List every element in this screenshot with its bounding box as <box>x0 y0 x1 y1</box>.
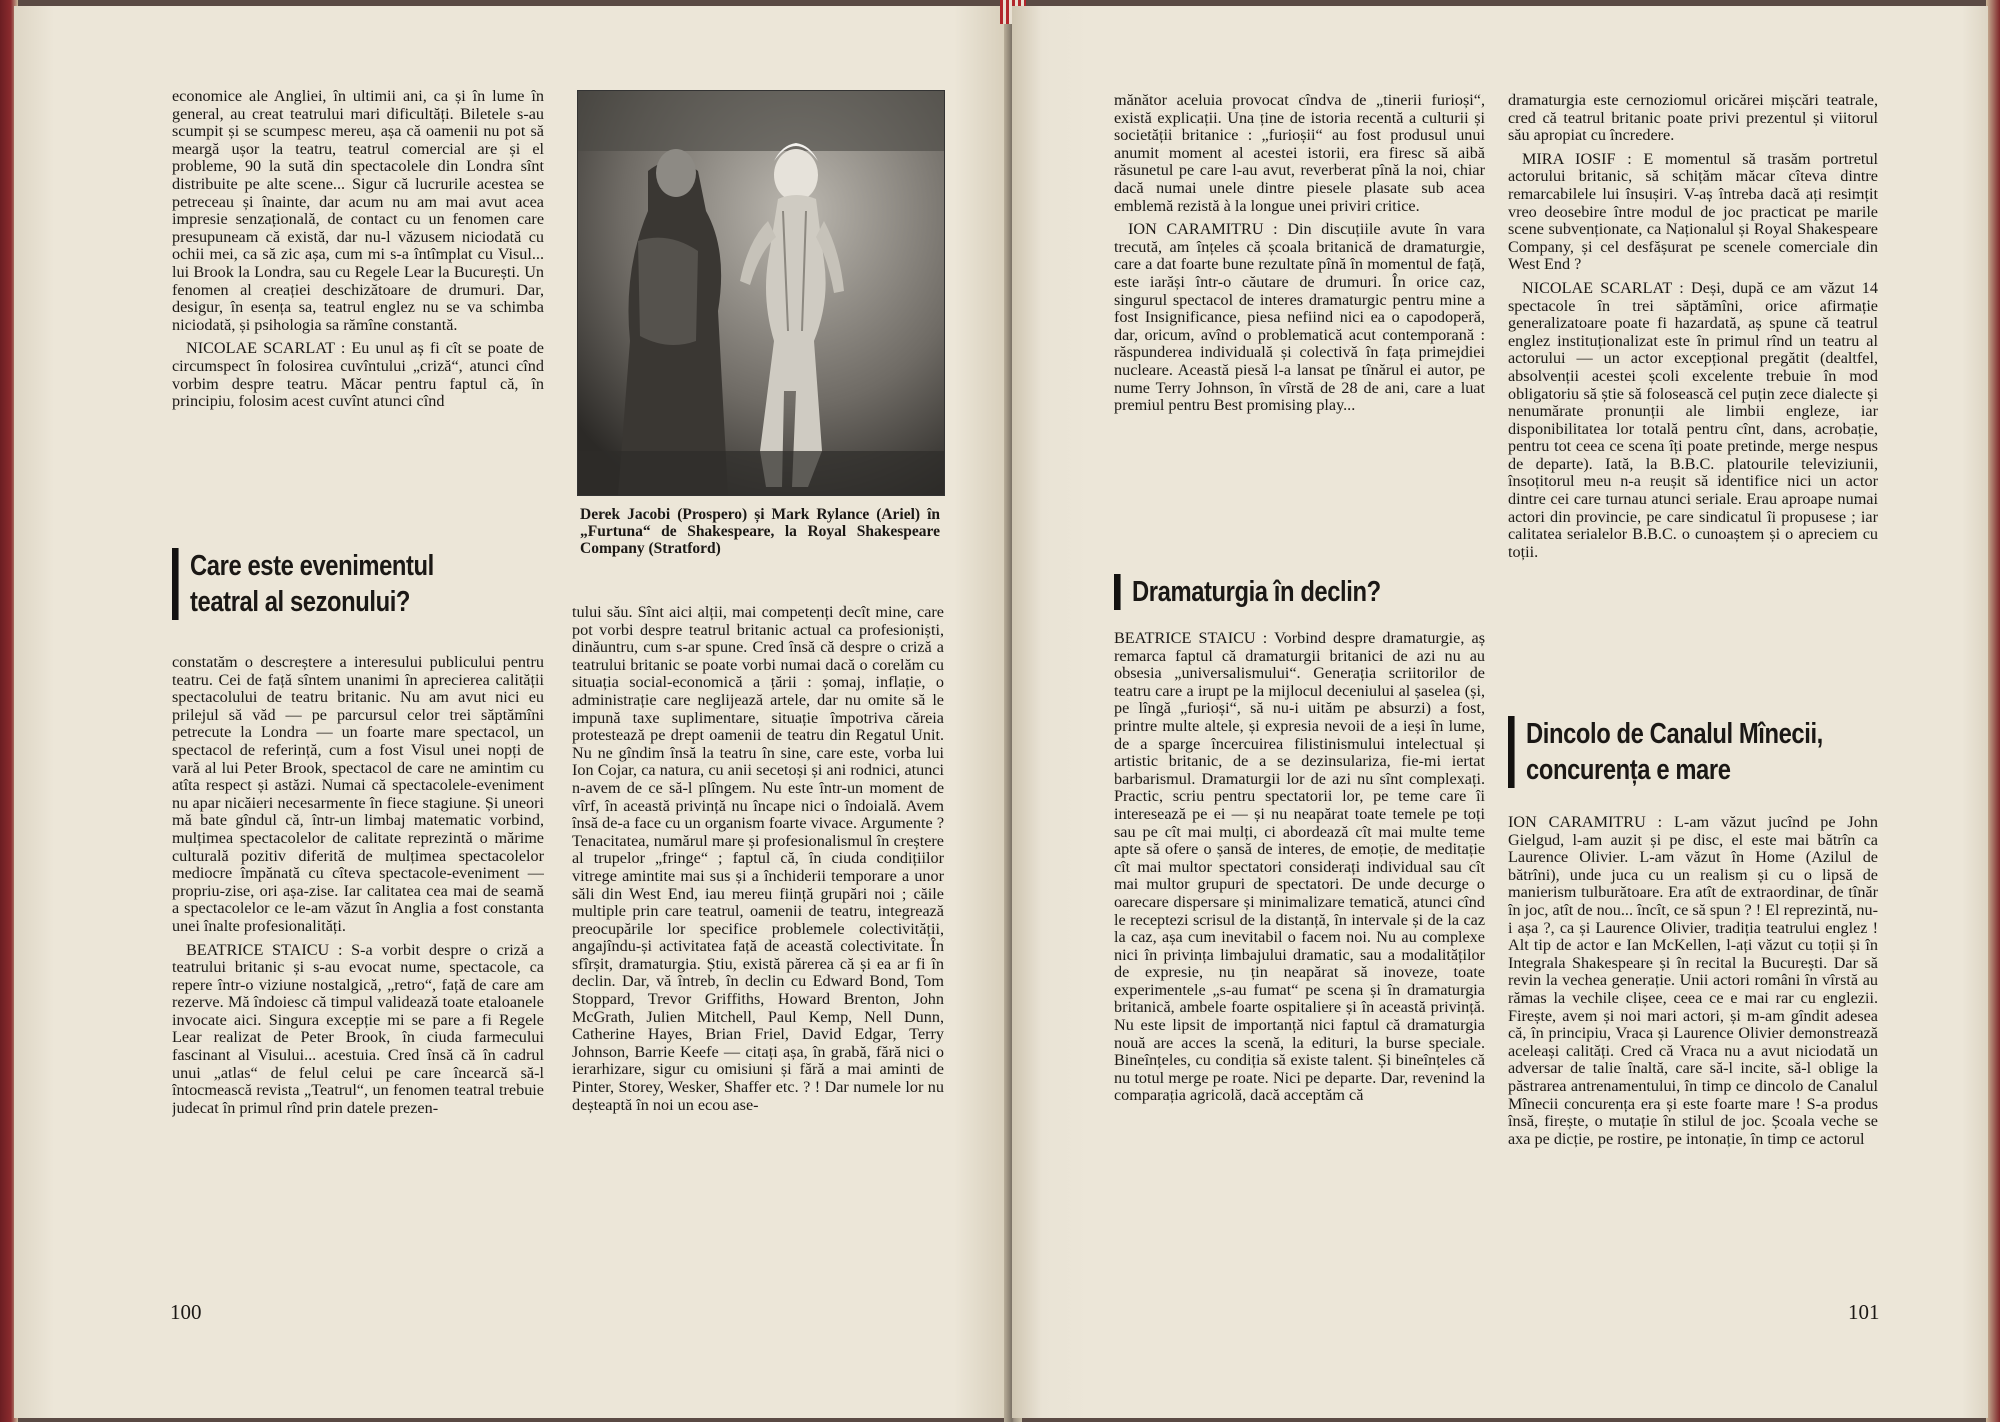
paragraph: ION CARAMITRU : L-am văzut jucînd pe John Gielgud, l-am auzit și pe disc, el este mai bătrîn ca Laurence Olivier. L-am văzut în Home (Azilul de bătrîni), unde juca cu un realism și cu o lipsă de manierism tulburătoare. Era atît de extraordinar, de tînăr în joc, atît de nou... încît, ce să spun ? ! El reprezintă, nu-i așa ?, ca și Laurence Olivier, tradiția teatrului englez ! Alt tip de actor e Ian McKellen, l-ați văzut cu toții și în Integrala Shakespeare și în recital la București. Dar să revin la vechea generație. Unii actori români în vîrstă au rămas la vechile clișee, ceea ce e mai rar cu englezii. Firește, avem și noi mari actori, și m-am gîndit adesea că, în principiu, Vraca și Laurence Olivier demonstrează aceleași calități. Cred că Vraca nu a avut niciodată un adversar de talie înaltă, care să-l incite, să-l oblige la păstrarea antrenamentului, în timp ce dincolo de Canalul Mînecii concurența era și este foarte mare ! S-a produs însă, firește, o mutație în stilul de joc. Școala veche se axa pe dicție, pe rostire, pe intonație, în timp ce actorul <box>1508 814 1878 1148</box>
production-photo <box>577 90 945 496</box>
paragraph: ION CARAMITRU : Din discuțiile avute în vara trecută, am înțeles că școala britanică de dramaturgie, care a dat foarte bune rezultate pînă în momentul de față, este iarăși într-o căutare de drumuri. În orice caz, singurul spectacol de interes dramaturgic pentru mine a fost Insignificance, piesa nefiind nici ea o capodoperă, dar, oricum, avînd o problematică acut contemporană : răspunderea individuală și colectivă în fața primejdiei nucleare. Această piesă l-a lansat pe tînărul ei autor, pe nume Terry Johnson, în vîrstă de 28 de ani, care a luat premiul pentru Best promising play... <box>1114 220 1485 415</box>
paragraph: economice ale Angliei, în ultimii ani, ca și în lume în general, au creat teatrului mari dificultăți. Biletele s-au scumpit și se scumpesc mereu, așa că oamenii nu pot să meargă ușor la teatru, teatrul comercial are și el probleme, 90 la sută din spectacolele din Londra sînt distribuite pe alte scene... Sigur că lucrurile acestea se petreceau și înainte, dar acum nu am mai avut acea impresie senzațională, de contact cu un fenomen care presupuneam că există, dar nu-l văzusem niciodată cu ochii mei, ca să zic așa, cum mi s-a întîmplat cu Visul... lui Brook la Londra, sau cu Regele Lear la București. Un fenomen al creației deschizătoare de drumuri. Dar, desigur, în esența sa, teatrul englez nu se va schimba niciodată, și psihologia sa rămîne constantă. <box>172 88 544 334</box>
section-heading-dramaturgy <box>1114 574 1381 610</box>
heading-line: Dramaturgia în declin? <box>1132 576 1381 608</box>
paragraph: NICOLAE SCARLAT : Eu unul aș fi cît se poate de circumspect în folosirea cuvîntului „criză“, atunci cînd vorbim despre teatru. Măcar pentru faptul că, în principiu, folosim acest cuvînt atunci cînd <box>172 339 544 411</box>
heading-line: Dincolo de Canalul Mînecii, <box>1526 718 1823 750</box>
paragraph: mănător aceluia provocat cîndva de „tinerii furioși“, există explicații. Una ține de istoria recentă a culturii și societății britanice : „furioșii“ au fost produsul unui anumit moment al acestei istorii, era firesc să aibă răsunetul pe care l-au avut, reverberat pînă la noi, chiar dacă numai unele dintre piesele plasate sub acea emblemă rezistă à la longue unei priviri critice. <box>1114 92 1485 215</box>
paragraph: constatăm o descreștere a interesului publicului pentru teatru. Cei de față sîntem unanimi în aprecierea calității spectacolului de teatru britanic. Nu am avut nici eu prilejul să văd — pe parcursul celor trei săptămîni petrecute la Londra — un foarte mare spectacol, un spectacol de referință, cum a fost Visul unei nopți de vară al lui Peter Brook, spectacol de care ne amintim cu atîta respect și astăzi. Numai că spectacolele-eveniment nu apar nicăieri necesarmente în fiece stagiune. Și uneori mă bate gîndul că, într-un limbaj matematic vorbind, mulțimea spectacolelor de calitate reprezintă o mărime culturală pozitiv diferită de mulțimea spectacolelor mediocre împănată cu cîteva spectacole-eveniment — propriu-zise, ori așa-zise. Iar calitatea cea mai de seamă a spectacolelor ce le-am văzut în Anglia a fost constanta unei înalte profesionalități. <box>172 654 544 935</box>
paragraph: BEATRICE STAICU : Vorbind despre dramaturgie, aș remarca faptul că dramaturgii britanici de azi nu au obsesia „universalismului“. Generația scriitorilor de teatru care a irupt pe la mijlocul deceniului al șaselea (și, pe lîngă „furioși“, să nu-i uităm pe absurzi) a fost, printre multe altele, și expresia nevoii de a ieși în lume, de a sparge încercuirea filistinismului intelectual și artistic britanic, de a se dezinsulariza, fie-mi iertat barbarismul. Dramaturgii lor de azi nu sînt complexați. Practic, scriu pentru spectatorii lor, pe teme care îi interesează pe ei — și nu neapărat toate temele pe toți sau pe cît mai mulți, ci abordează cît mai multe teme apte să ofere o șansă de interes, de emoție, de meditație cît mai multor spectatori considerați individual sau cît mai multor grupuri de spectatori. De unde decurge o oarecare dispersare și minimalizare tematică, atunci cînd le receptezi scrisul de la distanță, în intervale și de la caz la caz, așa cum inevitabil o facem noi. Nu au complexe nici în privința limbajului dramatic, sau a modalităților de expresie, nu țin neapărat să inoveze, toate experimentele „s-au fumat“ pe scena și în dramaturgia britanică, ambele foarte ospitaliere și în această privință. Nu este lipsit de importanță nici faptul că dramaturgia nouă are acces la scenă, la edituri, la burse speciale. Bineînțeles, cu condiția să existe talent. Și bineînțeles că nu totul merge pe roate. Nici pe departe. Dar, revenind la comparația agricolă, dacă acceptăm că <box>1114 630 1485 1105</box>
section-heading-event <box>172 548 434 620</box>
paragraph: MIRA IOSIF : E momentul să trasăm portretul actorului britanic, să schițăm măcar cîteva dintre remarcabilele lui însușiri. V-aș întreba dacă ați resimțit vreo deosebire între modul de joc practicat pe marile scene subvenționate, ca Naționalul și Royal Shakespeare Company, și cel desfășurat pe scenele comerciale din West End ? <box>1508 149 1878 274</box>
paragraph: BEATRICE STAICU : S-a vorbit despre o criză a teatrului britanic și s-au evocat nume, spectacole, ca repere într-o viziune nostalgică, „retro“, față de care am rezerve. Mă îndoiesc că timpul validează toate etaloanele invocate aici. Singura excepție mi se pare a fi Regele Lear realizat de Peter Brook, în ciuda farmecului fascinant al Visului... acestuia. Cred însă că în cadrul unui „atlas“ de felul celui pe care încearcă să-l întocmească revista „Teatrul“, un fenomen teatral trebuie judecat în primul rînd prin datele prezen- <box>172 940 544 1117</box>
photo-caption: Derek Jacobi (Prospero) și Mark Rylance (Ariel) în „Furtuna“ de Shakespeare, la Royal Shakespeare Company (Stratford) <box>580 506 940 557</box>
paragraph: NICOLAE SCARLAT : Deși, după ce am văzut 14 spectacole în trei săptămîni, orice afirmație generalizatoare poate fi hazardată, aș spune că teatrul englez instituționalizat este în primul rînd un teatru al actorului — un actor excepțional pregătit (dealtfel, absolvenții acestei școli excelente trebuie în mod obligatoriu să știe să folosească cel puțin zece dialecte și nenumărate pronunții ale limbii engleze, iar disponibilitatea lor totală pentru cînt, dans, acrobație, pentru tot ceea ce scena îți poate pretinde, merge nespus de departe). Iată, la B.B.C. platourile televiziunii, însoțitorul meu n-a reușit să identifice nici un actor dintre cei care turnau atunci seriale. Erau aproape numai actori din provincie, pe care sindicatul îi propusese ; iar calitatea serialelor B.B.C. o cunoaștem și o apreciem cu toții. <box>1508 278 1878 561</box>
right-col2-bottom <box>1508 814 1878 1302</box>
right-col1-bottom <box>1114 630 1485 1302</box>
photo-image <box>578 91 944 495</box>
paragraph: tului său. Sînt aici alții, mai competenți decît mine, care pot vorbi despre teatrul britanic actual ca profesioniști, dinăuntru, cum s-ar spune. Cred însă că despre o criză a teatrului britanic se poate vorbi numai dacă o corelăm cu situația social-economică a țării : șomaj, inflație, o administrație care neglijează artele, dar nu omite să le impună taxe suplimentare, situație împotriva căreia protestează pe drept oamenii de teatru din Regatul Unit. Nu ne gîndim însă la teatru în sine, care este, vorba lui Ion Cojar, ca natura, cu anii secetoși și ani rodnici, atunci n-avem de ce să-l plîngem. Nu este într-un moment de vîrf, în această privință nu încape nici o îndoială. Avem însă de-a face cu un organism foarte vivace. Argumente ? Tenacitatea, numărul mare și profesionalismul în creștere al trupelor „fringe“ ; faptul că, în ciuda condițiilor vitrege amintite mai sus și a închiderii temporare a unor săli din West End, iau mereu ființă grupări noi ; căile multiple prin care teatrul, oamenii de teatru, integrează preocupările lor specifice problemele colectivității, angajîndu-și activitatea față de această colectivitate. În sfîrșit, dramaturgia. Știu, există părerea că și ea ar fi în declin. Dar, vă întreb, în declin cu Edward Bond, Tom Stoppard, Trevor Griffiths, Howard Brenton, John McGrath, Julien Mitchell, Paul Kemp, Nell Dunn, Catherine Hayes, Brian Friel, David Edgar, Terry Johnson, Barrie Keefe — citați așa, în grabă, fără nici o ierarhizare, sigur cu omisiuni și fără a mai aminti de Pinter, Storey, Wesker, Shaffer etc. ? ! Dar numele lor nu deșteaptă în noi un ecou ase- <box>572 604 944 1114</box>
book-cover-edge-right <box>1986 0 2000 1422</box>
left-col1-bottom <box>172 654 544 1302</box>
page-number-right: 101 <box>1848 1300 1880 1324</box>
page-number-left: 100 <box>170 1300 202 1324</box>
paragraph: dramaturgia este cernoziomul oricărei mișcări teatrale, cred că teatrul britanic poate privi prezentul și viitorul său apropiat cu încredere. <box>1508 92 1878 145</box>
section-heading-channel <box>1508 716 1823 788</box>
heading-line: Care este evenimentul <box>190 550 434 582</box>
left-col2 <box>572 604 944 1302</box>
right-col2-top <box>1508 92 1878 692</box>
left-col1-top <box>172 88 544 518</box>
heading-line: concurența e mare <box>1526 754 1731 786</box>
heading-line: teatral al sezonului? <box>190 586 411 618</box>
right-col1-top <box>1114 92 1485 572</box>
